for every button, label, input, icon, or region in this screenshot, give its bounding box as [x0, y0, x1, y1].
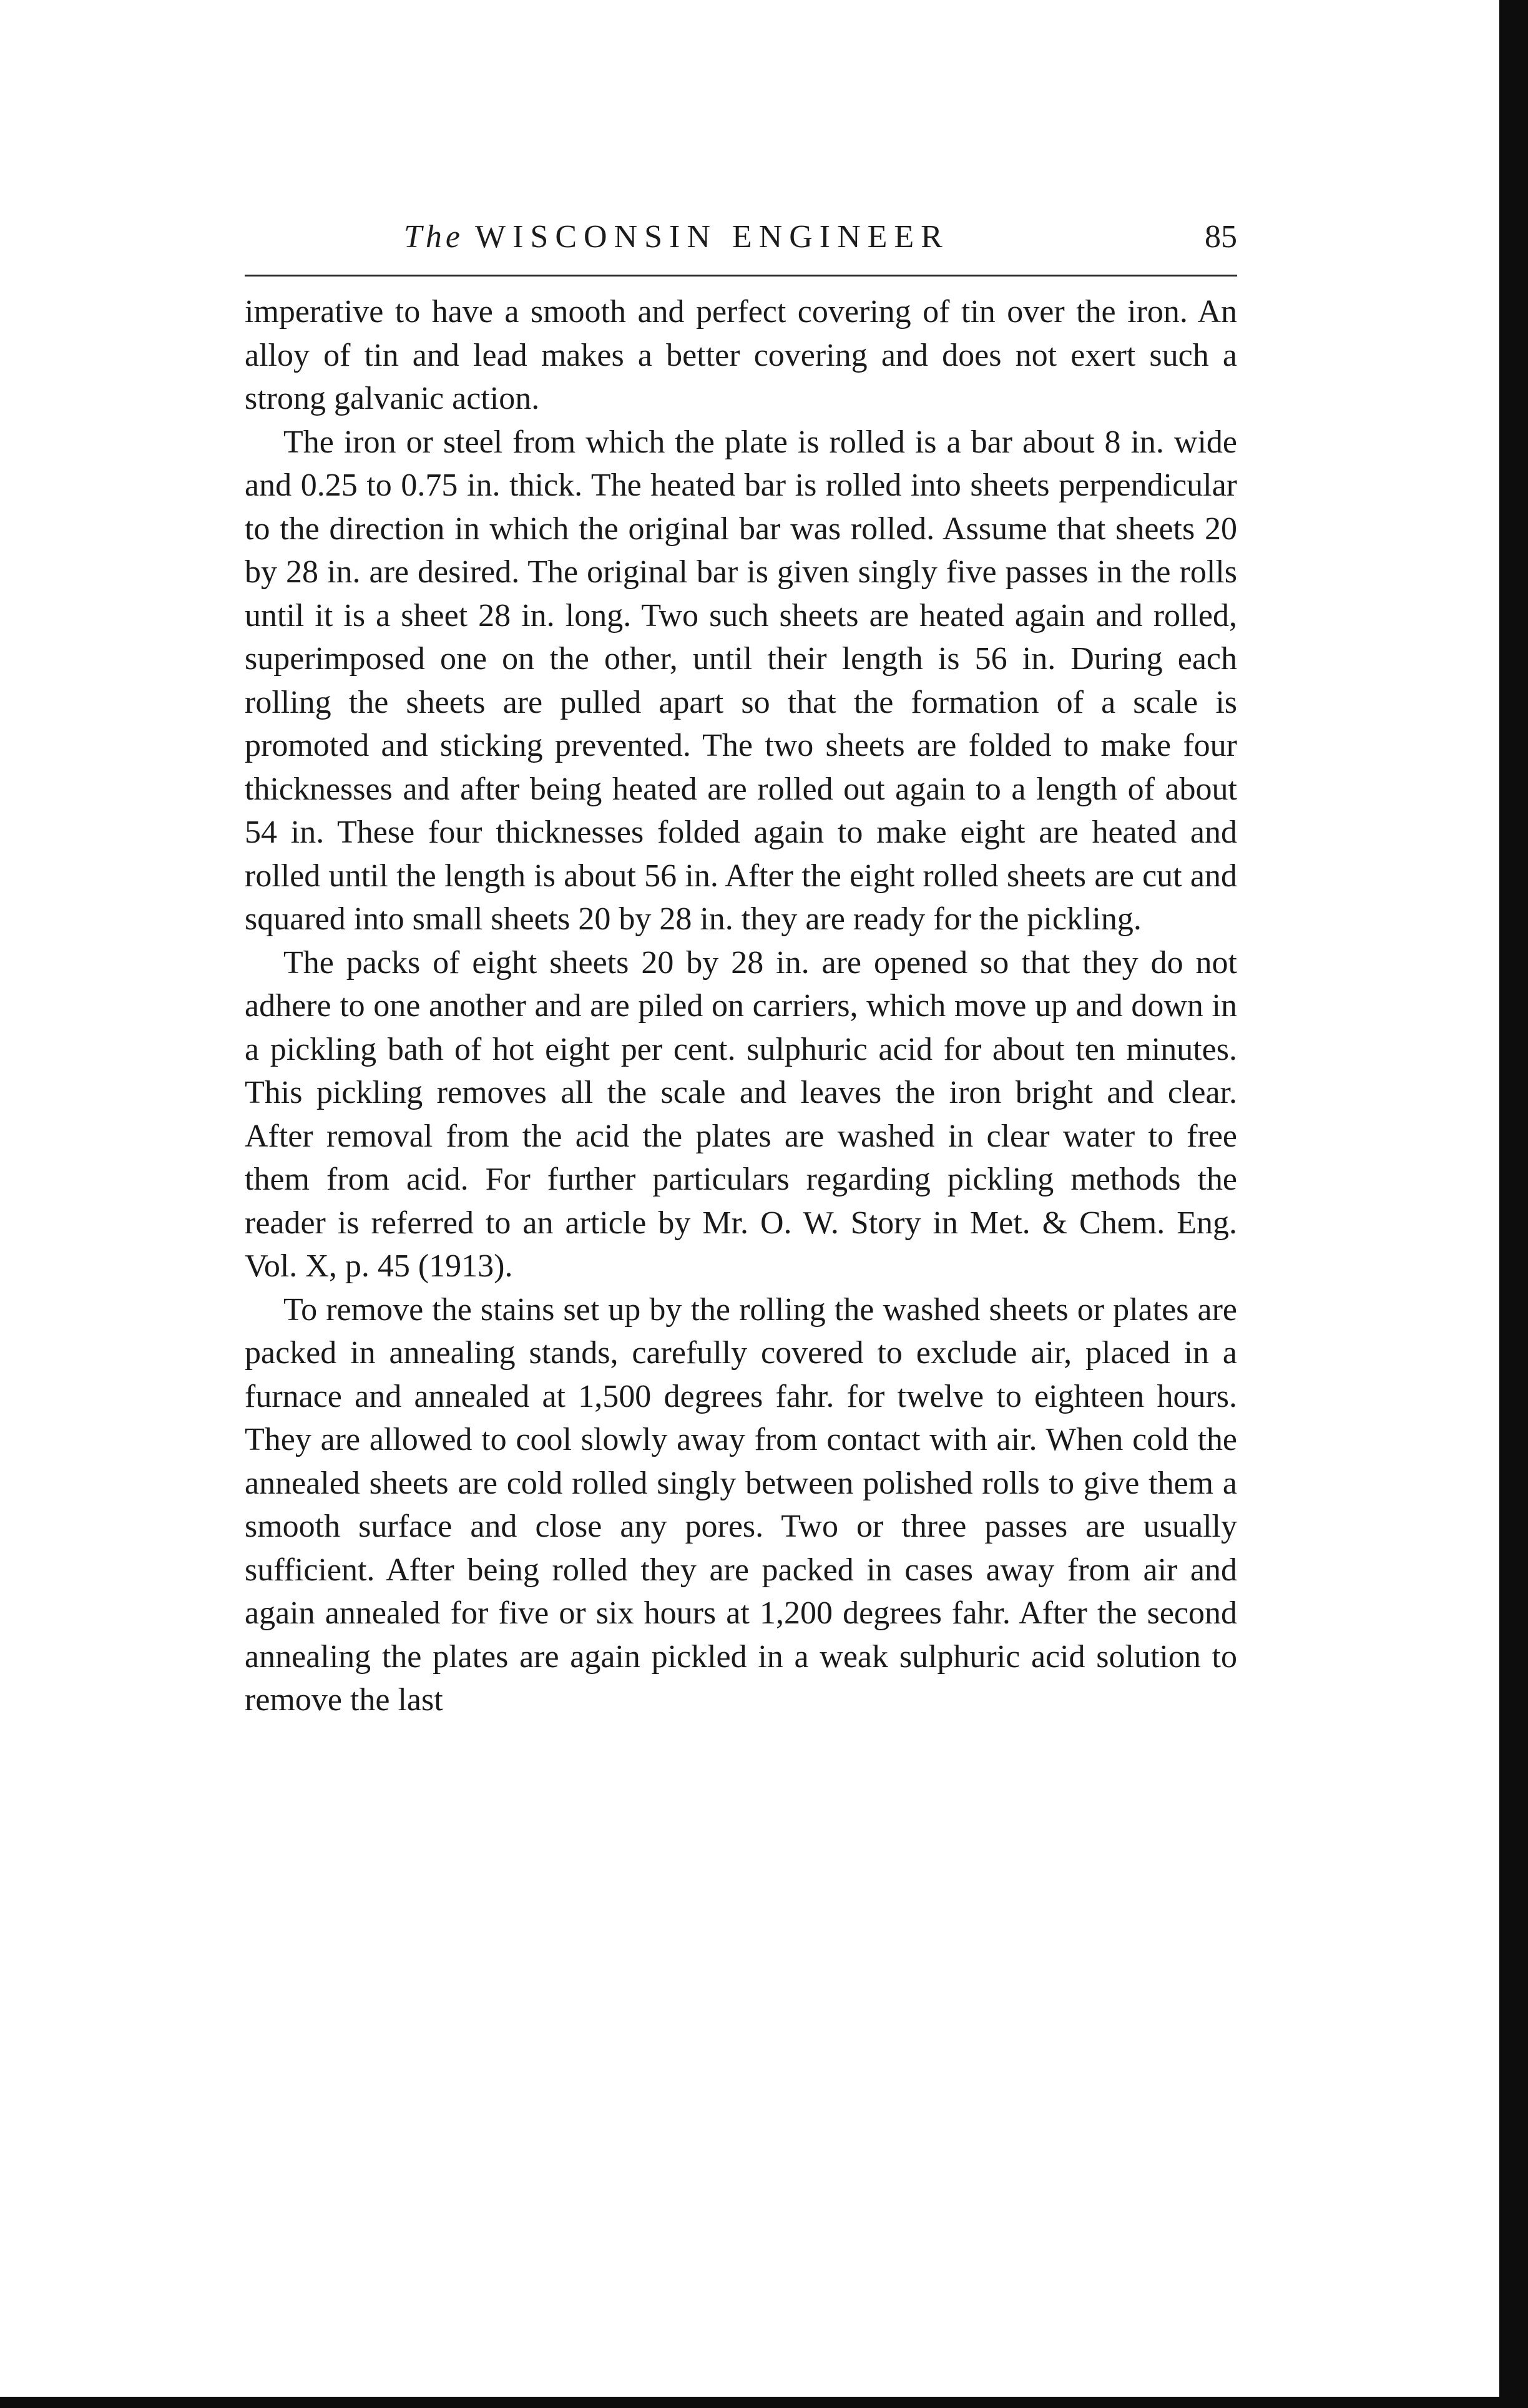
- paragraph-rolling: The iron or steel from which the plate is rolled is a bar about 8 in. wide and 0.25 to 0.75 in. thick. The heated bar is rolled into sheets perpendicular to the direction in which the original bar was rolled. Assume that sheets 20 by 28 in. are desired. The original bar is given singly five passes in the rolls until it is a sheet 28 in. long. Two such sheets are heated again and rolled, superimposed one on the other, until their length is 56 in. During each rolling the sheets are pulled apart so that the formation of a scale is promoted and sticking prevented. The two sheets are folded to make four thicknesses and after being heated are rolled out again to a length of about 54 in. These four thicknesses folded again to make eight are heated and rolled until the length is about 56 in. After the eight rolled sheets are cut and squared into small sheets 20 by 28 in. they are ready for the pickling.: [245, 424, 1237, 937]
- running-head: [245, 218, 1237, 262]
- scan-border-bottom: [0, 2397, 1528, 2408]
- paragraph-annealing: To remove the stains set up by the rolling the washed sheets or plates are packed in annealing stands, carefully covered to exclude air, placed in a furnace and annealed at 1,500 degrees fahr. for twelve to eighteen hours. They are allowed to cool slowly away from contact with air. When cold the annealed sheets are cold rolled singly between polished rolls to give them a smooth surface and close any pores. Two or three passes are usually sufficient. After being rolled they are packed in cases away from air and again annealed for five or six hours at 1,200 degrees fahr. After the second annealing the plates are again pickled in a weak sulphuric acid solution to remove the last: [245, 1291, 1237, 1718]
- journal-title-name: WISCONSIN ENGINEER: [475, 219, 949, 255]
- scan-border-right: [1499, 0, 1528, 2408]
- article-body: [245, 290, 1237, 1722]
- page: [245, 218, 1237, 1722]
- page-number: 85: [1205, 219, 1237, 255]
- paragraph-pickling: The packs of eight sheets 20 by 28 in. are opened so that they do not adhere to one another and are piled on carriers, which move up and down in a pickling bath of hot eight per cent. sulphuric acid for about ten minutes. This pickling removes all the scale and leaves the iron bright and clear. After removal from the acid the plates are washed in clear water to free them from acid. For further particulars regarding pickling methods the reader is referred to an article by Mr. O. W. Story in Met. & Chem. Eng. Vol. X, p. 45 (1913).: [245, 944, 1237, 1284]
- header-rule: [245, 275, 1237, 277]
- journal-title-the: The: [404, 219, 464, 255]
- paragraph-continued: imperative to have a smooth and perfect covering of tin over the iron. An alloy of tin and lead makes a better covering and does not exert such a strong galvanic action.: [245, 294, 1237, 416]
- journal-title: [404, 218, 949, 255]
